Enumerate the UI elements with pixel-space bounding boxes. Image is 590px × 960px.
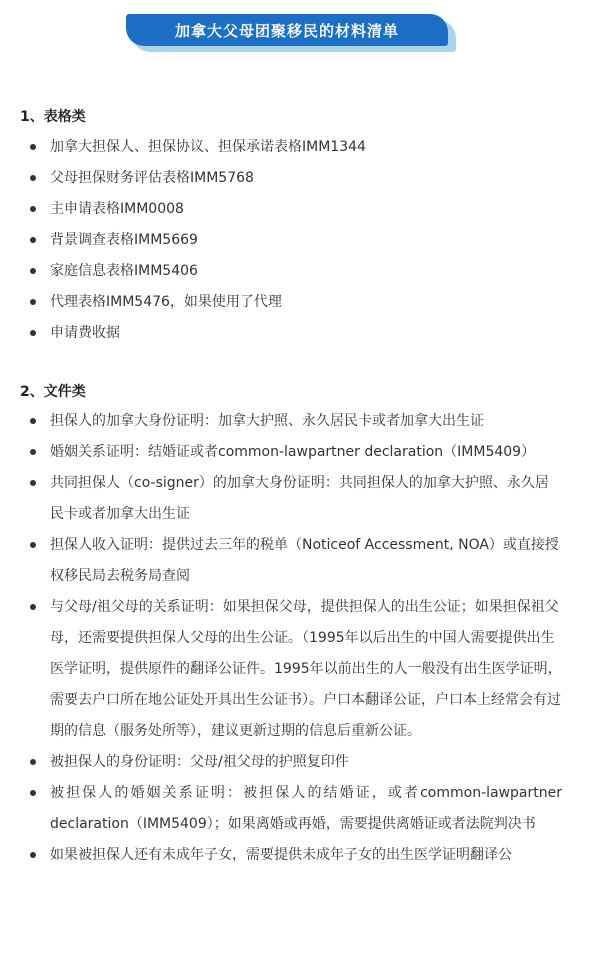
bullet-icon — [30, 759, 36, 765]
list-item — [0, 323, 590, 354]
bullet-icon — [30, 480, 36, 486]
banner-box — [126, 14, 448, 46]
list-item — [0, 230, 590, 261]
bullet-icon — [30, 206, 36, 212]
list-item — [0, 592, 590, 747]
bullet-icon — [30, 175, 36, 181]
list-item-text: 父母担保财务评估表格IMM5768 — [50, 170, 254, 186]
list-item — [0, 261, 590, 292]
bullet-icon — [30, 330, 36, 336]
list-item — [0, 840, 590, 871]
list-item — [0, 137, 590, 168]
list-item-text: 担保人收入证明：提供过去三年的税单（Noticeof Accessment, NOA）或直接授权移民局去税务局查阅 — [50, 537, 559, 584]
forms-list — [0, 137, 590, 354]
bullet-icon — [30, 144, 36, 150]
bullet-icon — [30, 418, 36, 424]
section-heading-documents: 2、文件类 — [20, 384, 86, 400]
list-item — [0, 406, 590, 437]
list-item-text: 代理表格IMM5476，如果使用了代理 — [50, 294, 282, 310]
list-item — [0, 747, 590, 778]
bullet-icon — [30, 542, 36, 548]
list-item — [0, 168, 590, 199]
list-item — [0, 292, 590, 323]
list-item — [0, 468, 590, 530]
bullet-icon — [30, 299, 36, 305]
bullet-icon — [30, 790, 36, 796]
list-item-text: 共同担保人（co-signer）的加拿大身份证明：共同担保人的加拿大护照、永久居民卡或者加拿大出生证 — [50, 475, 549, 522]
list-item-text: 申请费收据 — [50, 325, 120, 341]
list-item-text: 家庭信息表格IMM5406 — [50, 263, 198, 279]
list-item-text: 加拿大担保人、担保协议、担保承诺表格IMM1344 — [50, 139, 366, 155]
page-title: 加拿大父母团聚移民的材料清单 — [174, 21, 399, 40]
title-banner — [126, 14, 456, 50]
list-item-text: 被担保人的婚姻关系证明：被担保人的结婚证，或者common-lawpartner declaration（IMM5409）；如果离婚或再婚，需要提供离婚证或者法院判决书 — [50, 785, 562, 832]
bullet-icon — [30, 237, 36, 243]
bullet-icon — [30, 449, 36, 455]
bullet-icon — [30, 604, 36, 610]
list-item-text: 被担保人的身份证明：父母/祖父母的护照复印件 — [50, 754, 349, 770]
documents-list — [0, 406, 590, 871]
list-item-text: 背景调查表格IMM5669 — [50, 232, 198, 248]
list-item-text: 主申请表格IMM0008 — [50, 201, 184, 217]
list-item-text: 与父母/祖父母的关系证明：如果担保父母，提供担保人的出生公证；如果担保祖父母，还需要提供担保人父母的出生公证。（1995年以后出生的中国人需要提供出生医学证明，提供原件的翻译公证件。1995年以前出生的人一般没有出生医学证明，需要去户口所在地公证处开具出生公证书）。户口本翻译公证，户口本上经常会有过期的信息（服务处所等），建议更新过期的信息后重新公证。 — [50, 599, 562, 739]
list-item — [0, 199, 590, 230]
list-item — [0, 778, 590, 840]
list-item — [0, 437, 590, 468]
section-heading-forms: 1、表格类 — [20, 109, 86, 125]
bullet-icon — [30, 852, 36, 858]
list-item-text: 担保人的加拿大身份证明：加拿大护照、永久居民卡或者加拿大出生证 — [50, 413, 484, 429]
list-item — [0, 530, 590, 592]
list-item-text: 如果被担保人还有未成年子女，需要提供未成年子女的出生医学证明翻译公 — [50, 847, 512, 863]
bullet-icon — [30, 268, 36, 274]
list-item-text: 婚姻关系证明：结婚证或者common-lawpartner declaration（IMM5409） — [50, 444, 536, 460]
